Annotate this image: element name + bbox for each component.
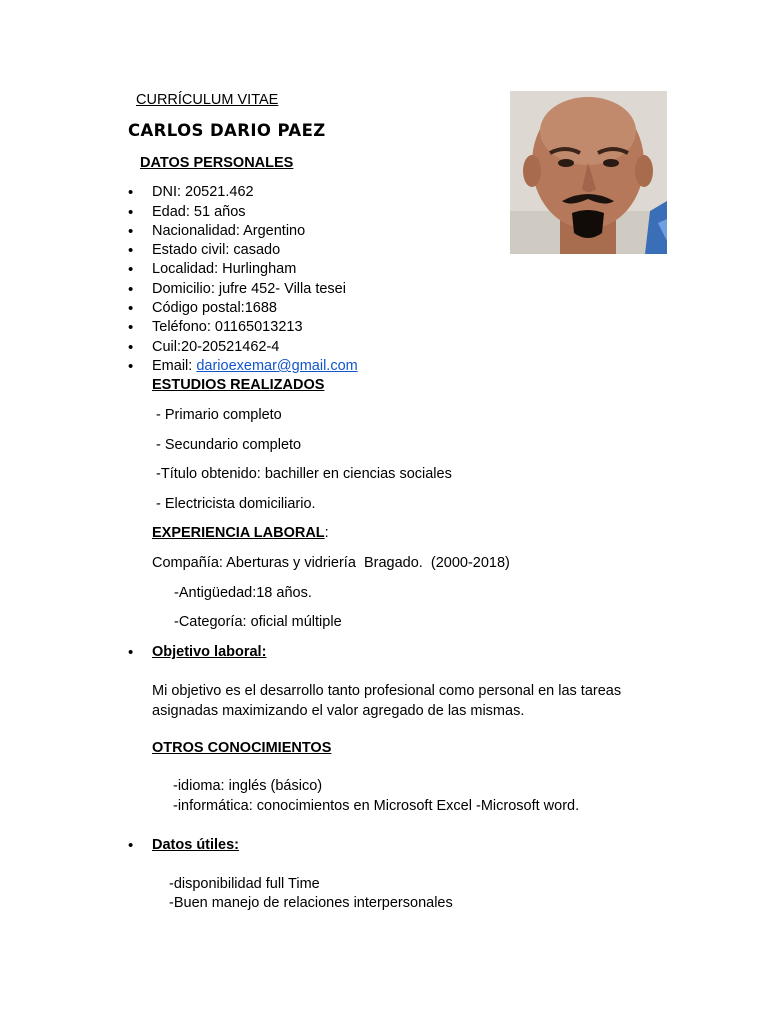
list-item-email	[152, 357, 358, 376]
bullet-icon: •	[128, 339, 134, 356]
studies-heading: ESTUDIOS REALIZADOS	[152, 377, 325, 393]
bullet-icon: •	[128, 242, 134, 259]
study-item: - Secundario completo	[152, 437, 302, 453]
list-item-nationality: Nacionalidad: Argentino	[152, 223, 306, 239]
email-link[interactable]: darioexemar@gmail.com	[196, 358, 358, 374]
bullet-icon: •	[128, 358, 134, 375]
bullet-icon: •	[128, 204, 134, 221]
experience-heading: EXPERIENCIA LABORAL	[152, 525, 325, 541]
experience-heading-colon: :	[324, 525, 329, 541]
bullet-icon: •	[128, 319, 134, 336]
bullet-icon: •	[128, 223, 134, 240]
list-item-locality: Localidad: Hurlingham	[152, 261, 297, 277]
study-item: - Electricista domiciliario.	[152, 496, 316, 512]
study-item: -Título obtenido: bachiller en ciencias sociales	[152, 466, 452, 482]
useful-item: -Buen manejo de relaciones interpersonales	[169, 895, 453, 911]
knowledge-item: -informática: conocimientos en Microsoft Excel -Microsoft word.	[173, 798, 580, 814]
email-label: Email:	[152, 358, 197, 374]
knowledge-item: -idioma: inglés (básico)	[173, 778, 323, 794]
knowledge-heading: OTROS CONOCIMIENTOS	[152, 740, 332, 756]
bullet-icon: •	[128, 644, 134, 661]
candidate-name: CARLOS DARIO PAEZ	[128, 121, 326, 140]
useful-item: -disponibilidad full Time	[169, 876, 320, 892]
list-item-age: Edad: 51 años	[152, 204, 246, 220]
bullet-icon: •	[128, 281, 134, 298]
list-item-address: Domicilio: jufre 452- Villa tesei	[152, 281, 346, 297]
bullet-icon: •	[128, 261, 134, 278]
experience-category: -Categoría: oficial múltiple	[174, 614, 342, 630]
objective-text: Mi objetivo es el desarrollo tanto profesional como personal en las tareas asignadas maximizando el valor agregado de las mismas.	[152, 683, 622, 719]
study-item: - Primario completo	[152, 407, 282, 423]
personal-data-heading: DATOS PERSONALES	[140, 155, 294, 171]
list-item-postal-code: Código postal:1688	[152, 300, 277, 316]
document-title: CURRÍCULUM VITAE	[136, 92, 279, 108]
experience-seniority: -Antigüedad:18 años.	[174, 585, 312, 601]
objective-heading: Objetivo laboral:	[152, 644, 267, 660]
experience-company: Compañía: Aberturas y vidriería Bragado. (2000-2018)	[152, 555, 510, 571]
experience-heading-line	[152, 524, 329, 543]
list-item-phone: Teléfono: 01165013213	[152, 319, 303, 335]
profile-photo	[510, 91, 667, 254]
list-item-civil-status: Estado civil: casado	[152, 242, 281, 258]
bullet-icon: •	[128, 300, 134, 317]
list-item-cuil: Cuil:20-20521462-4	[152, 339, 280, 355]
list-item-dni: DNI: 20521.462	[152, 184, 254, 200]
useful-data-heading: Datos útiles:	[152, 837, 240, 853]
bullet-icon: •	[128, 184, 134, 201]
bullet-icon: •	[128, 837, 134, 854]
portrait-illustration	[510, 91, 667, 254]
